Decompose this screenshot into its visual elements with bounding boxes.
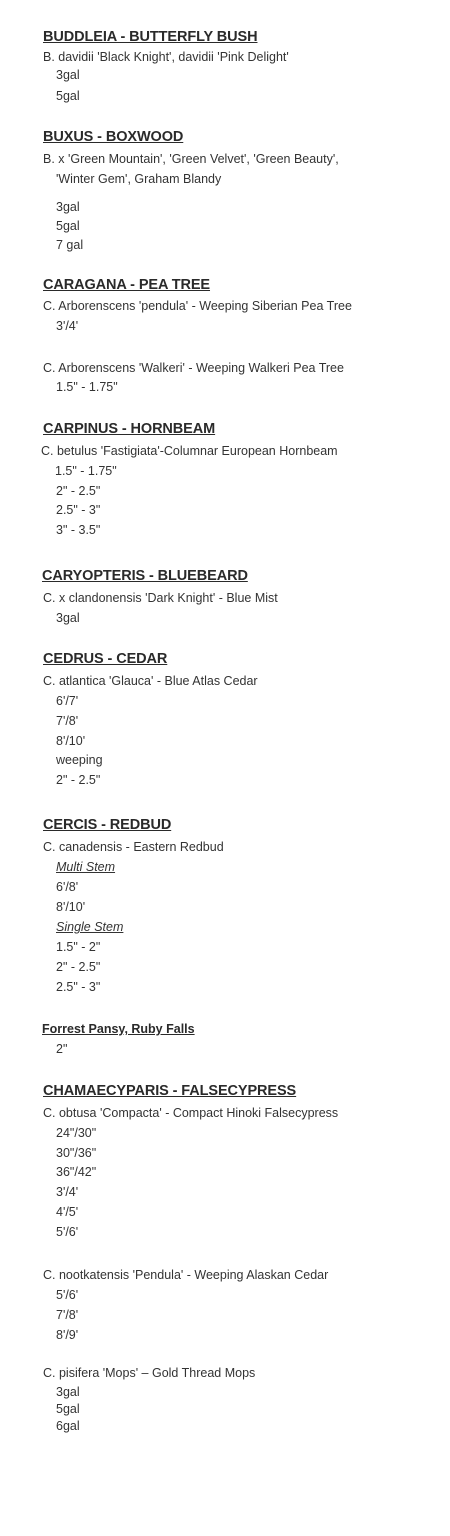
size-option: 24"/30" <box>56 1126 97 1140</box>
size-option: 2" - 2.5" <box>56 484 101 498</box>
section-heading-chamaecyparis: CHAMAECYPARIS - FALSECYPRESS <box>43 1083 297 1099</box>
section-heading-caryopteris: CARYOPTERIS - BLUEBEARD <box>42 568 248 584</box>
stem-type-label-single: Single Stem <box>56 920 124 934</box>
size-option: 2" - 2.5" <box>56 773 101 787</box>
section-heading-cercis: CERCIS - REDBUD <box>43 817 172 833</box>
size-option: 5gal <box>56 1402 80 1416</box>
size-option: 2.5" - 3" <box>56 980 101 994</box>
size-option: 5gal <box>56 219 80 233</box>
size-option: 1.5" - 2" <box>56 940 101 954</box>
plant-description: C. canadensis - Eastern Redbud <box>43 840 224 854</box>
section-heading-carpinus: CARPINUS - HORNBEAM <box>43 421 216 437</box>
size-option: 3gal <box>56 611 80 625</box>
size-option: 7 gal <box>56 238 84 252</box>
size-option: 5gal <box>56 89 80 103</box>
size-option: 6'/8' <box>56 880 79 894</box>
size-option: 36"/42" <box>56 1165 97 1179</box>
plant-description: C. pisifera 'Mops' – Gold Thread Mops <box>43 1366 256 1380</box>
plant-description: C. obtusa 'Compacta' - Compact Hinoki Falsecypress <box>43 1106 339 1120</box>
size-option: 3gal <box>56 1385 80 1399</box>
size-option: 8'/10' <box>56 900 86 914</box>
plant-description: C. Arborenscens 'pendula' - Weeping Siberian Pea Tree <box>43 299 352 313</box>
size-option: 5'/6' <box>56 1288 79 1302</box>
size-option: 8'/10' <box>56 734 86 748</box>
size-option: 1.5" - 1.75" <box>56 380 118 394</box>
size-option: 6gal <box>56 1419 80 1433</box>
size-option: 3" - 3.5" <box>56 523 101 537</box>
plant-description: B. x 'Green Mountain', 'Green Velvet', 'Green Beauty', <box>43 152 339 166</box>
section-heading-caragana: CARAGANA - PEA TREE <box>43 277 211 293</box>
plant-description: C. nootkatensis 'Pendula' - Weeping Alaskan Cedar <box>43 1268 329 1282</box>
size-option: 3gal <box>56 200 80 214</box>
size-option: 5'/6' <box>56 1225 79 1239</box>
size-option: 6'/7' <box>56 694 79 708</box>
section-heading-cedrus: CEDRUS - CEDAR <box>43 651 168 667</box>
size-option: 4'/5' <box>56 1205 79 1219</box>
plant-description: C. betulus 'Fastigiata'-Columnar European Hornbeam <box>41 444 338 458</box>
size-option: 8'/9' <box>56 1328 79 1342</box>
size-option: 1.5" - 1.75" <box>55 464 117 478</box>
cultivar-heading: Forrest Pansy, Ruby Falls <box>42 1022 195 1036</box>
plant-description: B. davidii 'Black Knight', davidii 'Pink Delight' <box>43 50 289 64</box>
size-option: 3'/4' <box>56 1185 79 1199</box>
section-heading-buddleia: BUDDLEIA - BUTTERFLY BUSH <box>43 29 258 45</box>
plant-description: C. Arborenscens 'Walkeri' - Weeping Walkeri Pea Tree <box>43 361 344 375</box>
size-option: 7'/8' <box>56 714 79 728</box>
plant-description-cont: 'Winter Gem', Graham Blandy <box>56 172 222 186</box>
size-option: 3gal <box>56 68 80 82</box>
size-option: 7'/8' <box>56 1308 79 1322</box>
plant-description: C. x clandonensis 'Dark Knight' - Blue Mist <box>43 591 278 605</box>
size-option: weeping <box>56 753 103 767</box>
size-option: 2" - 2.5" <box>56 960 101 974</box>
size-option: 30"/36" <box>56 1146 97 1160</box>
size-option: 2" <box>56 1042 68 1056</box>
section-heading-buxus: BUXUS - BOXWOOD <box>43 129 184 145</box>
plant-description: C. atlantica 'Glauca' - Blue Atlas Cedar <box>43 674 258 688</box>
stem-type-label-multi: Multi Stem <box>56 860 116 874</box>
size-option: 3'/4' <box>56 319 79 333</box>
size-option: 2.5" - 3" <box>56 503 101 517</box>
